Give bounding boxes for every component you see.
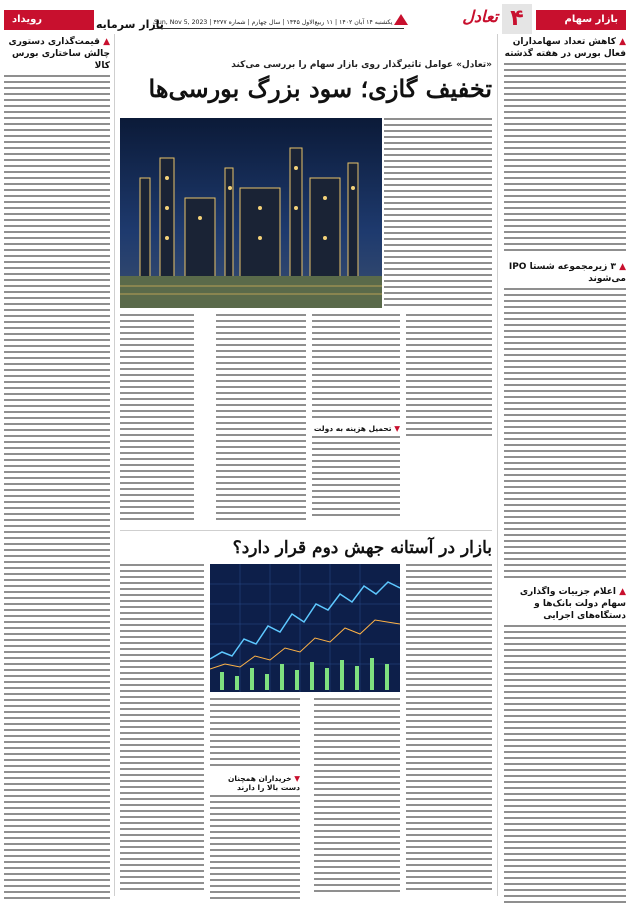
issue-date-line: یکشنبه ۱۴ آبان ۱۴۰۲ | ۱۱ ربیع‌الاول ۱۴۴۵ | سال چهارم | شماره ۴۲۷۷ | Sun, Nov 5, 2023	[154, 19, 393, 26]
left-column	[4, 34, 110, 901]
main-body-col5	[120, 314, 194, 524]
column-divider	[497, 34, 498, 896]
main-kicker: «تعادل» عوامل تاثیرگذار روی بازار سهام را بررسی می‌کند	[231, 60, 492, 70]
newspaper-logo: تعادل	[462, 7, 498, 26]
main-headline: تخفیف گازی؛ سود بزرگ بورسی‌ها	[148, 74, 492, 103]
section-title: بازار سرمایه	[96, 18, 164, 31]
main-subhead-body	[312, 436, 400, 520]
main-body-col1	[384, 118, 492, 308]
section-tag-left: رویداد	[4, 10, 94, 30]
right-story2-heading: ▲ ۳ زیرمجموعه شستا IPO می‌شوند	[508, 262, 626, 284]
main-subhead-block	[312, 424, 400, 520]
main-body-col3	[312, 314, 400, 422]
right-story2-body	[504, 288, 626, 578]
refinery-photo	[120, 118, 382, 308]
second-body-col2	[314, 698, 400, 894]
right-column	[504, 34, 626, 903]
left-story1-body	[4, 75, 110, 901]
column-divider	[114, 34, 115, 896]
second-body-col1	[406, 564, 492, 894]
stock-chart-illustration	[210, 564, 400, 692]
right-story1-body	[504, 63, 626, 253]
second-subhead-body	[210, 795, 300, 903]
second-body-col3-wrap	[210, 698, 300, 903]
masthead-rule	[154, 28, 404, 29]
right-story3-heading: ▲ اعلام جزییات واگذاری سهام دولت بانک‌ها و دستگاه‌های اجرایی	[519, 587, 626, 621]
main-body-col4	[216, 314, 306, 524]
main-body-col2	[406, 314, 492, 436]
page-number: ۴	[502, 4, 532, 34]
story-divider	[120, 530, 492, 531]
left-story1-heading: ▲ قیمت‌گذاری دستوری چالش ساختاری بورس کالا	[8, 37, 110, 71]
stock-chart-photo	[210, 564, 400, 692]
newspaper-page	[4, 4, 626, 899]
second-subhead: ▼ خریداران همچنان دست بالا را دارند	[227, 774, 300, 792]
section-tag-right: بازار سهام	[536, 10, 626, 30]
right-story3-body	[504, 625, 626, 903]
second-headline: بازار در آستانه جهش دوم قرار دارد؟	[232, 538, 492, 558]
second-body-col3-top	[210, 698, 300, 770]
refinery-illustration	[120, 118, 382, 308]
second-body-col4	[120, 564, 204, 894]
right-story1-heading: ▲ کاهش تعداد سهامداران فعال بورس در هفته گذشته	[504, 37, 626, 59]
main-subhead: ▼ تحمیل هزینه به دولت	[313, 424, 400, 433]
triangle-icon	[394, 14, 408, 25]
